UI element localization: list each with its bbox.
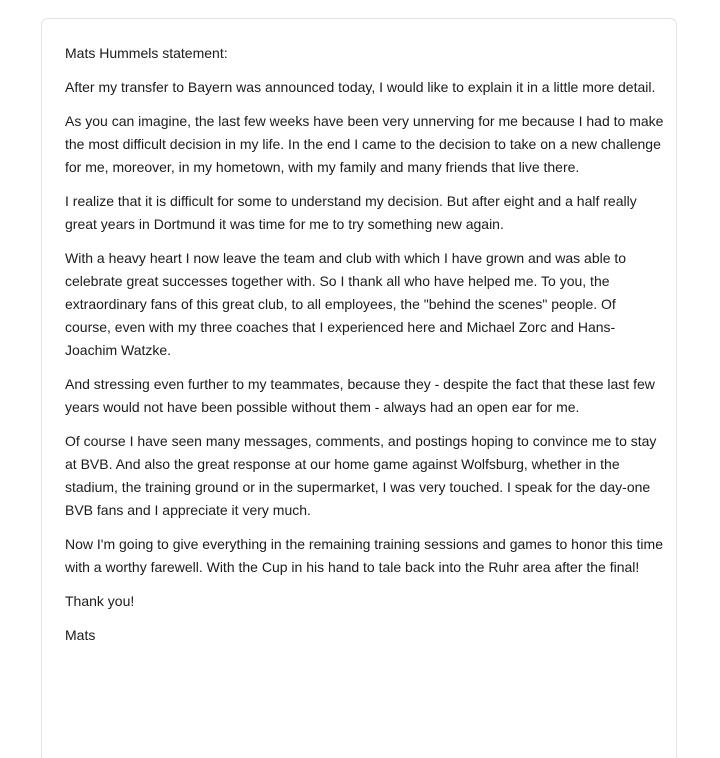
statement-paragraph-6: Of course I have seen many messages, comments, and postings hoping to convince me to stay at BVB. And also the great response at our home game against Wolfsburg, whether in the stadium, the training ground or in the supermarket, I was very touched. I speak for the day-one BVB fans and I appreciate it very much. [65, 433, 657, 518]
statement-paragraph-4: With a heavy heart I now leave the team and club with which I have grown and was able to celebrate great successes together with. So I thank all who have helped me. To you, the extraordinary fans of this great club, to all employees, the "behind the scenes" people. Of course, even with my three coaches that I experienced here and Michael Zorc and Hans-Joachim Watzke. [65, 250, 627, 358]
statement-heading: Mats Hummels statement: [65, 45, 228, 61]
statement-card [41, 18, 677, 758]
statement-paragraph-3: I realize that it is difficult for some to understand my decision. But after eight and a half really great years in Dortmund it was time for me to try something new again. [65, 193, 637, 232]
statement-paragraph-7: Now I'm going to give everything in the remaining training sessions and games to honor this time with a worthy farewell. With the Cup in his hand to tale back into the Ruhr area after the final! [65, 536, 663, 575]
statement-paragraph-1: After my transfer to Bayern was announced today, I would like to explain it in a little more detail. [65, 79, 656, 95]
statement-paragraph-2: As you can imagine, the last few weeks have been very unnerving for me because I had to make the most difficult decision in my life. In the end I came to the decision to take on a new challenge for me, moreover, in my hometown, with my family and many friends that live there. [65, 113, 664, 175]
statement-paragraph-5: And stressing even further to my teammates, because they - despite the fact that these last few years would not have been possible without them - always had an open ear for me. [65, 376, 655, 415]
statement-closing: Thank you! [65, 593, 135, 609]
statement-body [65, 42, 665, 658]
statement-signature: Mats [65, 627, 96, 643]
